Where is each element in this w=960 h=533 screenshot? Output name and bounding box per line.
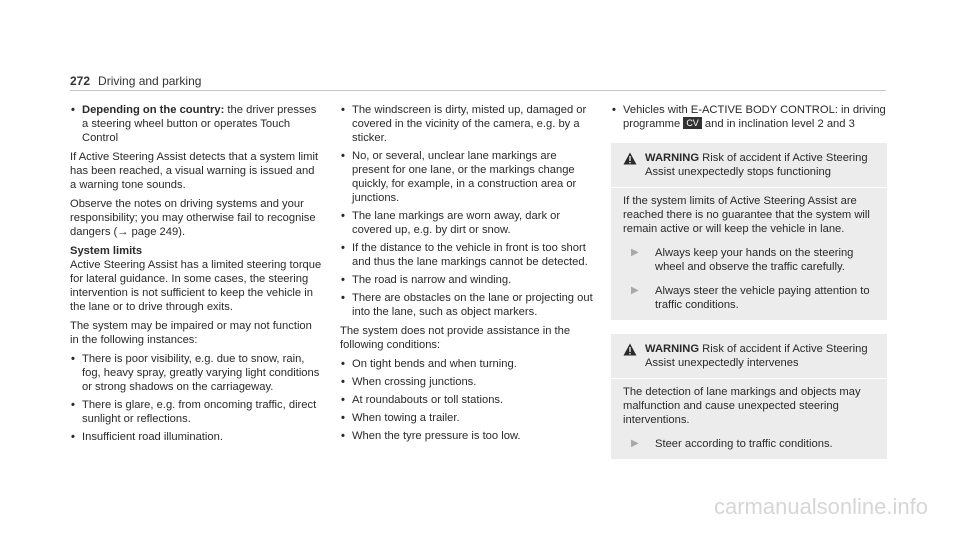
action-text: Always keep your hands on the steering wheel and observe the traffic carefully.	[655, 247, 854, 273]
warning-body-text: If the system limits of Active Steering Assist are reached there is no guarantee that the system will remain active or will keep the vehicle in lane.	[623, 195, 870, 235]
warning-triangle-icon	[623, 151, 645, 179]
warning-label: WARNING	[645, 152, 700, 164]
bullet-text: the driver presses a steering wheel button or operates Touch Control	[82, 104, 317, 144]
list-item: • If the distance to the vehicle in front is too short and thus the lane markings cannot be detected.	[340, 241, 595, 269]
action-item	[623, 246, 877, 274]
warning-body	[611, 379, 887, 459]
list-item: • The road is narrow and winding.	[340, 273, 595, 287]
list-item: • There are obstacles on the lane or projecting out into the lane, such as object markers.	[340, 291, 595, 319]
list-item: • On tight bends and when turning.	[340, 357, 595, 371]
list-item: • The lane markings are worn away, dark or covered up, e.g. by dirt or snow.	[340, 209, 595, 237]
warning-body	[611, 188, 887, 320]
instances-list	[70, 352, 322, 444]
list-item: • There is glare, e.g. from oncoming traffic, direct sunlight or reflections.	[70, 398, 322, 426]
list-item: • The windscreen is dirty, misted up, damaged or covered in the vicinity of the camera, e.g. by a sticker.	[340, 103, 595, 145]
e-active-list	[611, 103, 887, 131]
warning-header	[611, 143, 887, 188]
warning-title	[645, 151, 877, 179]
warning-title-text: Risk of accident if Active Steering Assist unexpectedly stops functioning	[645, 152, 868, 178]
paragraph-observe-notes: Observe the notes on driving systems and your responsibility; you may otherwise fail to recognise dangers (→ page 249).	[70, 198, 316, 238]
list-item: • No, or several, unclear lane markings are present for one lane, or the markings change quickly, for example, in a construction area or junctions.	[340, 149, 595, 205]
country-bullet-list	[70, 103, 322, 145]
action-item	[623, 437, 877, 451]
page-number: 272	[70, 74, 91, 88]
action-text: Steer according to traffic conditions.	[655, 438, 833, 450]
bullet-text-pre: Vehicles with E-ACTIVE BODY CONTROL: in driving programme	[623, 104, 886, 130]
column-1	[70, 103, 322, 449]
bullet-bold-lead: Depending on the country:	[82, 104, 225, 116]
driving-programme-cv-icon: CV	[683, 117, 702, 129]
list-item	[70, 103, 322, 145]
paragraph-no-assistance: The system does not provide assistance in the following conditions:	[340, 325, 571, 351]
warning-header	[611, 334, 887, 379]
warning-label: WARNING	[645, 343, 700, 355]
list-item: • When towing a trailer.	[340, 411, 595, 425]
heading-system-limits: System limits	[70, 245, 143, 257]
action-item	[623, 284, 877, 312]
warning-body-text: The detection of lane markings and objects may malfunction and cause unexpected steering interventions.	[623, 386, 861, 426]
no-assistance-list	[340, 357, 595, 443]
page-header	[70, 74, 201, 88]
conditions-list	[340, 103, 595, 319]
warning-box-stops-functioning	[611, 143, 887, 320]
list-item	[611, 103, 887, 131]
action-arrow-icon: ▶	[631, 438, 639, 449]
bullet-text-post: and in inclination level 2 and 3	[701, 118, 855, 130]
list-item: • When crossing junctions.	[340, 375, 595, 389]
watermark: carmanualsonline.info	[713, 494, 928, 519]
warning-triangle-icon	[623, 342, 645, 370]
column-3	[611, 103, 887, 473]
list-item: • There is poor visibility, e.g. due to snow, rain, fog, heavy spray, greatly varying light conditions or strong shadows on the carriageway.	[70, 352, 322, 394]
warning-box-unexpectedly-intervenes	[611, 334, 887, 459]
list-item: • At roundabouts or toll stations.	[340, 393, 595, 407]
header-divider	[70, 90, 886, 91]
action-arrow-icon: ▶	[631, 247, 639, 258]
paragraph-system-limit-warning: If Active Steering Assist detects that a system limit has been reached, a visual warning is issued and a warning tone sounds.	[70, 151, 319, 191]
list-item: • When the tyre pressure is too low.	[340, 429, 595, 443]
warning-title	[645, 342, 877, 370]
column-2	[340, 103, 595, 448]
paragraph-impaired-instances: The system may be impaired or may not function in the following instances:	[70, 320, 312, 346]
action-arrow-icon: ▶	[631, 285, 639, 296]
action-text: Always steer the vehicle paying attention to traffic conditions.	[655, 285, 870, 311]
paragraph-limited-torque: Active Steering Assist has a limited steering torque for lateral guidance. In some cases, the steering intervention is not sufficient to keep the vehicle in the lane or to drive through exits.	[70, 259, 322, 313]
section-title: Driving and parking	[98, 74, 202, 88]
list-item: • Insufficient road illumination.	[70, 430, 322, 444]
warning-title-text: Risk of accident if Active Steering Assist unexpectedly intervenes	[645, 343, 868, 369]
